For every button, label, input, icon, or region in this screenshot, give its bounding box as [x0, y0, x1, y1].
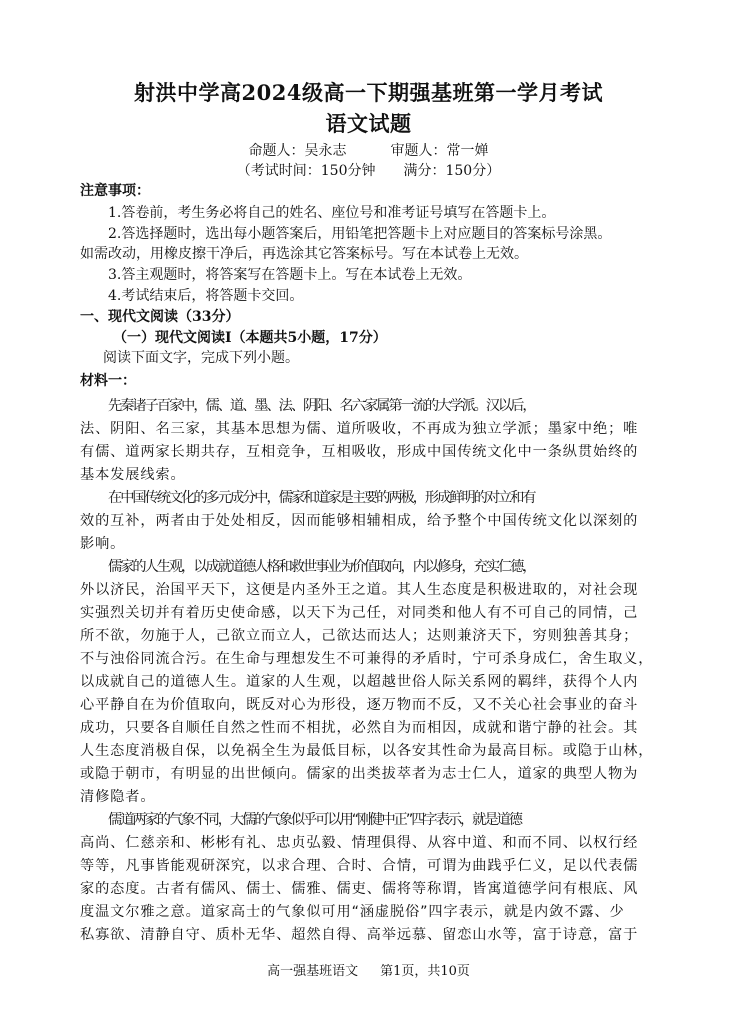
- section-heading: 一、现代文阅读（33分）: [80, 309, 240, 325]
- passage-line: 效的互补，两者由于处处相反，因而能够相辅相成，给予整个中国传统文化以深刻的: [80, 513, 639, 529]
- passage-line: 成功，只要各自顺任自然之性而不相扰，必然自为而相因，成就和谐宁静的社会。其: [80, 720, 639, 736]
- passage-line: 外以济民，治国平天下，这便是内圣外王之道。其人生态度是积极进取的，对社会现: [80, 582, 639, 598]
- notice-item: 1.答卷前，考生务必将自己的姓名、座位号和准考证号填写在答题卡上。: [108, 205, 556, 221]
- exam-info: （考试时间：150分钟 满分：150分）: [236, 163, 501, 179]
- footer-page-number: 第1页，共10页: [380, 964, 470, 979]
- passage-line: 实强烈关切并有着历史使命感，以天下为己任，对同类和他人有不可自己的同情，己: [80, 605, 639, 621]
- passage-line: 心平静自在为价值取向，既反对心为形役，逐万物而不反，又不关心社会事业的奋斗: [80, 697, 639, 713]
- exam-title: 射洪中学高2024级高一下期强基班第一学月考试: [134, 80, 603, 105]
- passage-line: 家的态度。古者有儒风、儒士、儒雅、儒吏、儒将等称谓，皆寓道德学问有根底、风: [80, 881, 639, 897]
- setter-name: 命题人：吴永志: [248, 143, 347, 159]
- passage-line: 以成就自己的道德人生。道家的人生观，以超越世俗人际关系网的羁绊，获得个人内: [80, 674, 639, 690]
- page-footer: [0, 963, 737, 981]
- reading-instruction: 阅读下面文字，完成下列小题。: [103, 350, 299, 366]
- notice-heading: 注意事项：: [80, 183, 150, 199]
- notice-item: 如需改动，用橡皮擦干净后，再选涂其它答案标号。写在本试卷上无效。: [80, 246, 528, 262]
- footer-course: 高一强基班语文: [267, 964, 359, 979]
- passage-line: 人生态度消极自保，以免祸全生为最低目标，以各安其性命为最高目标。或隐于山林，: [80, 743, 654, 759]
- passage-line: 私寡欲、清静自守、质朴无华、超然自得、高举远慕、留恋山水等，富于诗意，富于: [80, 927, 639, 943]
- exam-subject-title: 语文试题: [325, 111, 412, 136]
- passage-line: 在中国传统文化的多元成分中，儒家和道家是主要的两极，形成鲜明的对立和有: [108, 490, 535, 506]
- passage-line: 度温文尔雅之意。道家高士的气象似可用“涵虚脱俗”四字表示，就是内敛不露、少: [80, 904, 625, 920]
- reviewer-name: 审题人：常一婵: [390, 143, 489, 159]
- notice-item: 4.考试结束后，将答题卡交回。: [108, 288, 304, 304]
- setter-reviewer-line: [0, 141, 737, 161]
- passage-line: 法、阴阳、名三家，其基本思想为儒、道所吸收，不再成为独立学派；墨家中绝；唯: [80, 421, 639, 437]
- notice-item: 3.答主观题时，将答案写在答题卡上。写在本试卷上无效。: [108, 267, 472, 283]
- passage-line: 先秦诸子百家中，儒、道、墨、法、阴阳、名六家属第一流的大学派。汉以后，: [108, 398, 535, 414]
- passage-line: 影响。: [80, 536, 126, 552]
- passage-line: 有儒、道两家长期共存，互相竞争，互相吸收，形成中国传统文化中一条纵贯始终的: [80, 444, 639, 460]
- passage-line: 所不欲，勿施于人，己欲立而立人，己欲达而达人；达则兼济天下，穷则独善其身；: [80, 628, 639, 644]
- passage-line: 或隐于朝市，有明显的出世倾向。儒家的出类拔萃者为志士仁人，道家的典型人物为: [80, 766, 639, 782]
- passage-line: 基本发展线索。: [80, 467, 186, 483]
- passage-line: 儒家的人生观，以成就道德人格和救世事业为价值取向，内以修身，充实仁德，: [108, 559, 535, 575]
- passage-line: 不与浊俗同流合污。在生命与理想发生不可兼得的矛盾时，宁可杀身成仁，舍生取义，: [80, 651, 654, 667]
- passage-line: 儒道两家的气象不同，大儒的气象似乎可以用“刚健中正”四字表示，就是道德: [108, 812, 521, 828]
- material-label: 材料一：: [80, 373, 136, 389]
- passage-line: 高尚、仁慈亲和、彬彬有礼、忠贞弘毅、情理俱得、从容中道、和而不同、以权行经: [80, 835, 639, 851]
- notice-item: 2.答选择题时，选出每小题答案后，用铅笔把答题卡上对应题目的答案标号涂黑。: [108, 226, 612, 242]
- passage-line: 等等，凡事皆能观研深究，以求合理、合时、合情，可谓为曲践乎仁义，足以代表儒: [80, 858, 639, 874]
- subsection-heading: （一）现代文阅读Ⅰ（本题共5小题，17分）: [113, 330, 387, 346]
- passage-line: 清修隐者。: [80, 789, 156, 805]
